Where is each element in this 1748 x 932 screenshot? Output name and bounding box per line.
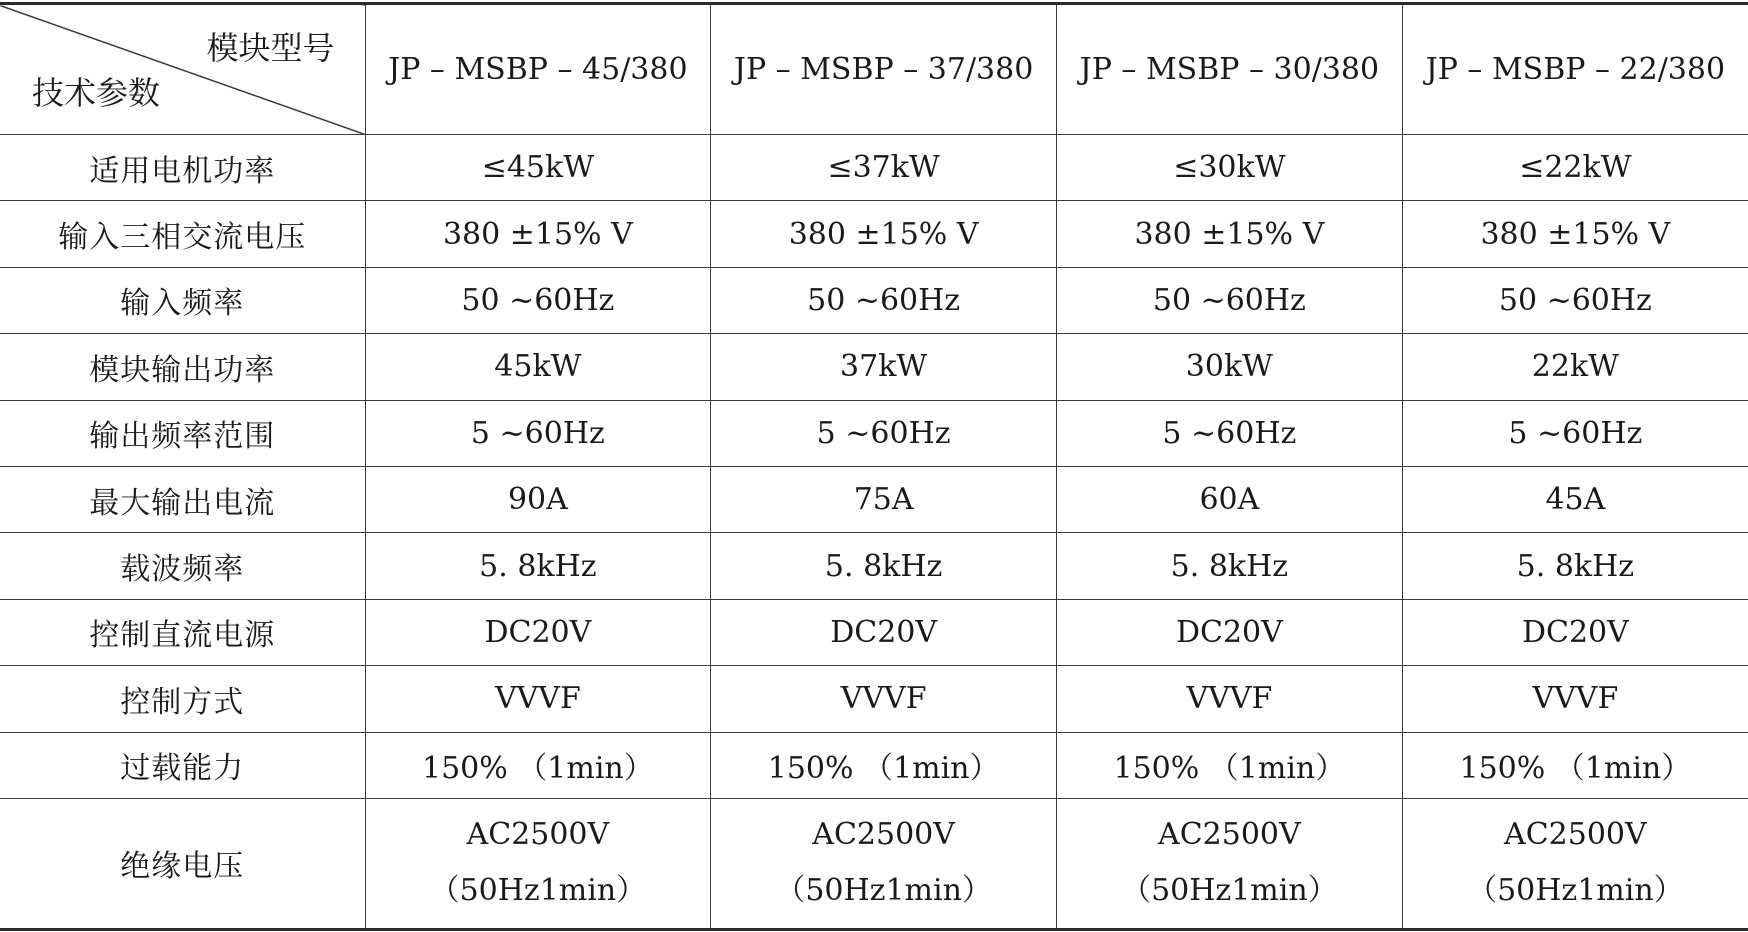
table-row xyxy=(0,798,1748,929)
table-cell: 50 ~60Hz xyxy=(711,267,1057,333)
corner-label-model: 模块型号 xyxy=(206,29,335,67)
table-cell: 5. 8kHz xyxy=(1057,533,1403,599)
model-header: JP – MSBP – 30/380 xyxy=(1057,4,1403,135)
param-label: 载波频率 xyxy=(0,533,365,599)
table-cell: ≤37kW xyxy=(711,135,1057,201)
spec-table xyxy=(0,2,1748,931)
table-cell xyxy=(365,798,711,929)
model-header: JP – MSBP – 22/380 xyxy=(1402,4,1748,135)
param-label: 输出频率范围 xyxy=(0,400,365,466)
param-label: 输入频率 xyxy=(0,267,365,333)
cell-line: （50Hz1min） xyxy=(1121,873,1338,909)
param-label: 控制方式 xyxy=(0,666,365,732)
table-cell: 5 ~60Hz xyxy=(1402,400,1748,466)
corner-label-params: 技术参数 xyxy=(32,74,161,112)
cell-line: （50Hz1min） xyxy=(775,873,992,909)
table-row xyxy=(0,466,1748,532)
table-cell: 150% （1min） xyxy=(1057,732,1403,798)
table-cell: 50 ~60Hz xyxy=(1057,267,1403,333)
table-row xyxy=(0,201,1748,267)
table-row xyxy=(0,599,1748,665)
table-cell: 150% （1min） xyxy=(1402,732,1748,798)
table-cell: 45kW xyxy=(365,334,711,400)
table-cell: ≤22kW xyxy=(1402,135,1748,201)
table-cell: DC20V xyxy=(711,599,1057,665)
table-cell: 5. 8kHz xyxy=(711,533,1057,599)
table-cell: 380 ±15% V xyxy=(365,201,711,267)
table-cell xyxy=(711,798,1057,929)
table-cell: VVVF xyxy=(365,666,711,732)
table-cell: 50 ~60Hz xyxy=(365,267,711,333)
param-label: 绝缘电压 xyxy=(0,798,365,929)
param-label: 最大输出电流 xyxy=(0,466,365,532)
cell-line: AC2500V xyxy=(1158,817,1301,853)
table-cell: 90A xyxy=(365,466,711,532)
param-label: 适用电机功率 xyxy=(0,135,365,201)
table-cell: ≤30kW xyxy=(1057,135,1403,201)
param-label: 输入三相交流电压 xyxy=(0,201,365,267)
table-cell: 75A xyxy=(711,466,1057,532)
table-cell: DC20V xyxy=(365,599,711,665)
table-cell: 380 ±15% V xyxy=(711,201,1057,267)
table-cell: DC20V xyxy=(1057,599,1403,665)
table-cell: VVVF xyxy=(1057,666,1403,732)
param-label: 控制直流电源 xyxy=(0,599,365,665)
param-label: 模块输出功率 xyxy=(0,334,365,400)
table-cell: 5 ~60Hz xyxy=(365,400,711,466)
cell-line: （50Hz1min） xyxy=(429,873,647,909)
table-cell: 5. 8kHz xyxy=(1402,533,1748,599)
table-row xyxy=(0,334,1748,400)
table-cell: 22kW xyxy=(1402,334,1748,400)
table-cell: 30kW xyxy=(1057,334,1403,400)
table-cell: 60A xyxy=(1057,466,1403,532)
table-row xyxy=(0,135,1748,201)
table-cell: 50 ~60Hz xyxy=(1402,267,1748,333)
table-cell: 5. 8kHz xyxy=(365,533,711,599)
table-cell: 37kW xyxy=(711,334,1057,400)
model-header: JP – MSBP – 45/380 xyxy=(365,4,711,135)
cell-line: AC2500V xyxy=(1504,817,1647,853)
cell-line: AC2500V xyxy=(466,817,610,853)
cell-line: （50Hz1min） xyxy=(1467,873,1684,909)
table-cell: ≤45kW xyxy=(365,135,711,201)
table-cell: 380 ±15% V xyxy=(1402,201,1748,267)
table-cell: DC20V xyxy=(1402,599,1748,665)
table-cell: 150% （1min） xyxy=(365,732,711,798)
table-cell: VVVF xyxy=(711,666,1057,732)
table-cell: 5 ~60Hz xyxy=(1057,400,1403,466)
table-row xyxy=(0,666,1748,732)
table-row xyxy=(0,732,1748,798)
model-header: JP – MSBP – 37/380 xyxy=(711,4,1057,135)
table-cell: 380 ±15% V xyxy=(1057,201,1403,267)
table-row xyxy=(0,400,1748,466)
cell-line: AC2500V xyxy=(812,817,955,853)
table-cell: 45A xyxy=(1402,466,1748,532)
table-cell: VVVF xyxy=(1402,666,1748,732)
header-row xyxy=(0,4,1748,135)
table-cell xyxy=(1057,798,1403,929)
corner-cell xyxy=(0,4,365,135)
table-row xyxy=(0,533,1748,599)
table-cell: 5 ~60Hz xyxy=(711,400,1057,466)
param-label: 过载能力 xyxy=(0,732,365,798)
table-cell xyxy=(1402,798,1748,929)
table-row xyxy=(0,267,1748,333)
table-cell: 150% （1min） xyxy=(711,732,1057,798)
